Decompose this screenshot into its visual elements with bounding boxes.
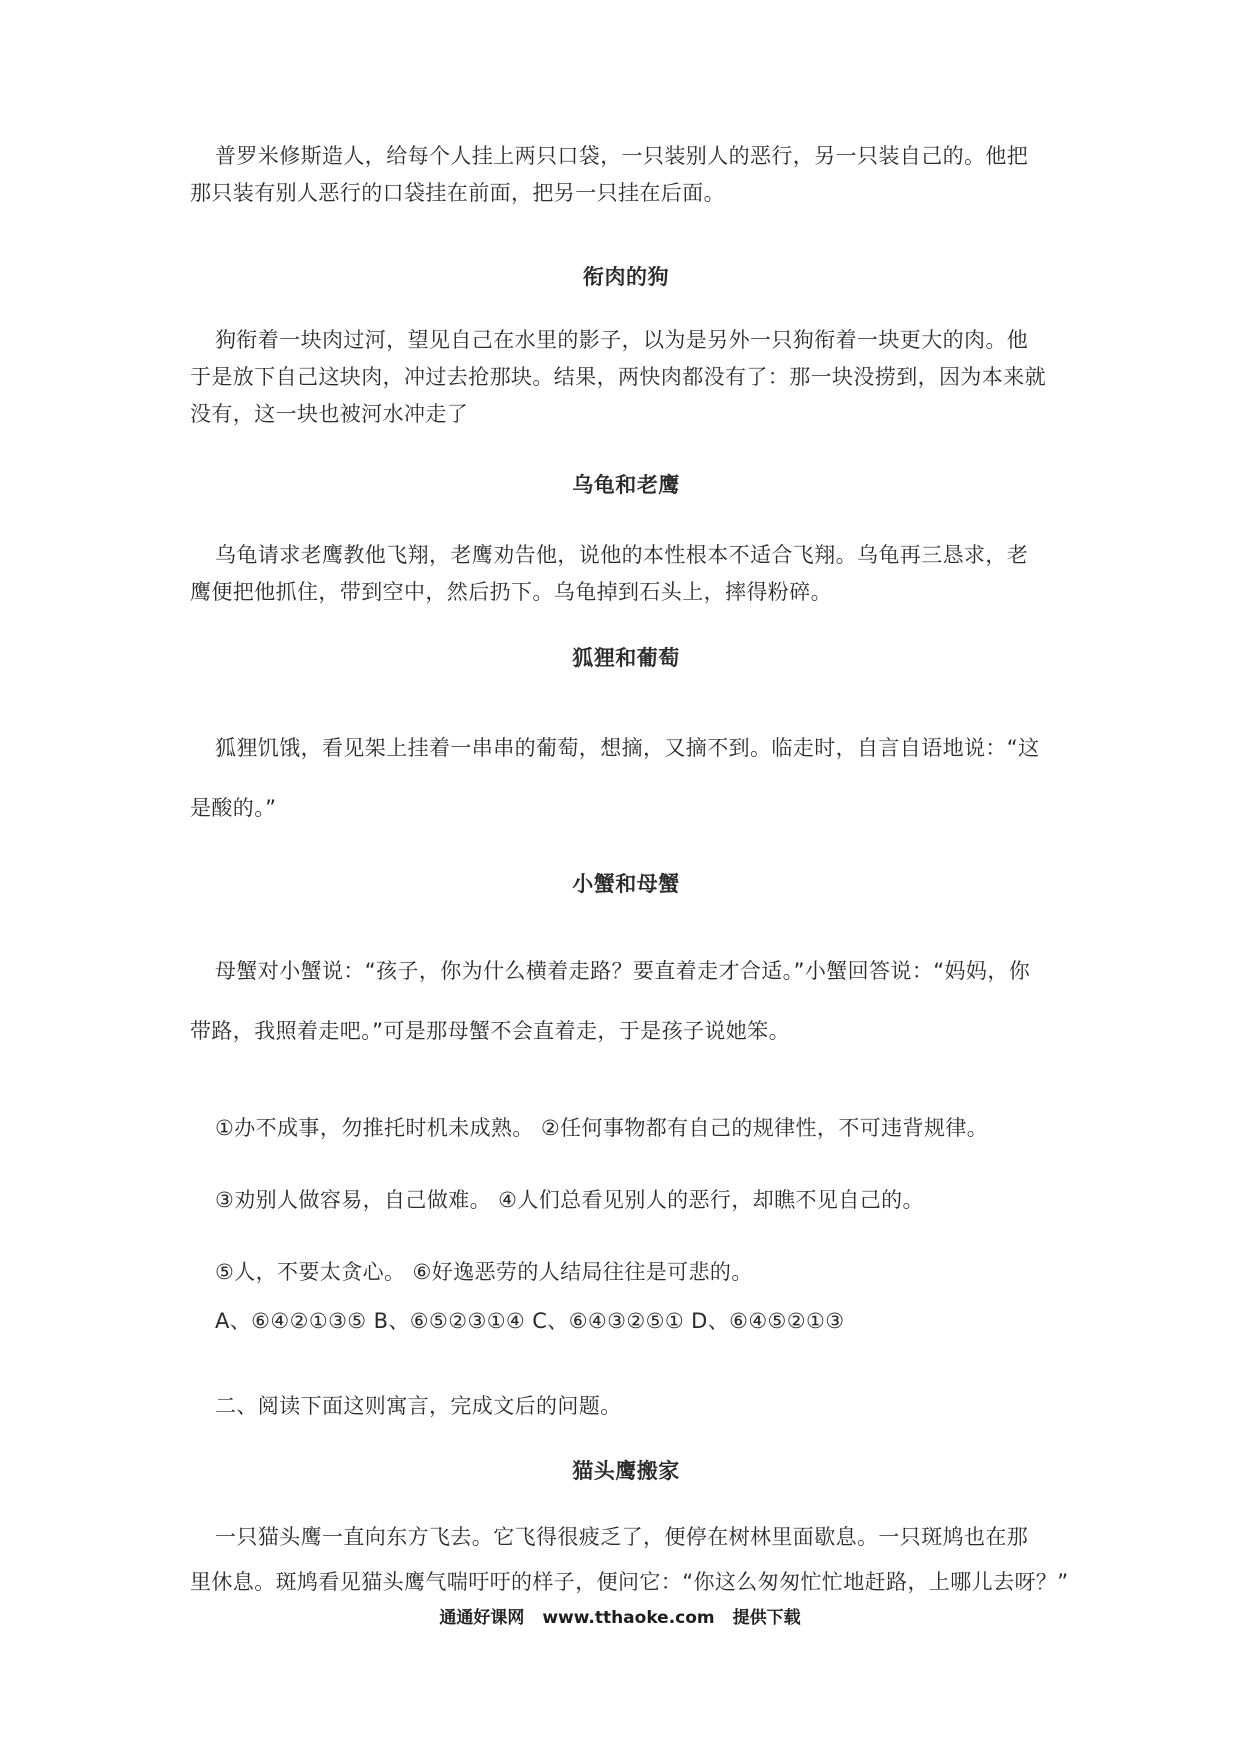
moral-line: ⑤人，不要太贪心。 ⑥好逸恶劳的人结局往往是可悲的。 bbox=[215, 1260, 753, 1284]
fable-title-fox: 狐狸和葡萄 bbox=[572, 646, 680, 670]
fable-paragraph-owl bbox=[190, 1515, 1069, 1605]
text-line: 一只猫头鹰一直向东方飞去。它飞得很疲乏了，便停在树林里面歇息。一只斑鸠也在那 bbox=[215, 1525, 1029, 1549]
fable-title-crab: 小蟹和母蟹 bbox=[572, 872, 680, 896]
text-line: 母蟹对小蟹说：“孩子，你为什么横着走路？要直着走才合适。”小蟹回答说：“妈妈，你 bbox=[215, 959, 1031, 983]
fable-paragraph-crab bbox=[190, 941, 1062, 1061]
answer-options bbox=[190, 1303, 1062, 1340]
moral-line: ③劝别人做容易，自己做难。 ④人们总看见别人的恶行，却瞧不见自己的。 bbox=[215, 1188, 924, 1212]
page-footer bbox=[0, 1606, 1240, 1630]
text-line: 鹰便把他抓住，带到空中，然后扔下。乌龟掉到石头上，摔得粉碎。 bbox=[190, 580, 832, 604]
morals-list bbox=[190, 1092, 1062, 1308]
fable-title-dog: 衔肉的狗 bbox=[583, 265, 669, 289]
text-line: 普罗米修斯造人，给每个人挂上两只口袋，一只装别人的恶行，另一只装自己的。他把 bbox=[215, 144, 1029, 168]
text-line: 没有，这一块也被河水冲走了 bbox=[190, 402, 469, 426]
text-line: 于是放下自己这块肉，冲过去抢那块。结果，两快肉都没有了：那一块没捞到，因为本来就 bbox=[190, 365, 1046, 389]
text-line: 乌龟请求老鹰教他飞翔，老鹰劝告他，说他的本性根本不适合飞翔。乌龟再三恳求，老 bbox=[215, 543, 1029, 567]
fable-paragraph-dog bbox=[190, 322, 1062, 433]
options-line: A、⑥④②①③⑤ B、⑥⑤②③①④ C、⑥④③②⑤① D、⑥④⑤②①③ bbox=[215, 1309, 845, 1333]
text-line: 那只装有别人恶行的口袋挂在前面，把另一只挂在后面。 bbox=[190, 181, 725, 205]
text-line: 狗衔着一块肉过河，望见自己在水里的影子，以为是另外一只狗衔着一块更大的肉。他 bbox=[215, 328, 1029, 352]
text-line: 狐狸饥饿，看见架上挂着一串串的葡萄，想摘，又摘不到。临走时，自言自语地说：“这 bbox=[215, 736, 1040, 760]
footer-site-name: 通通好课网 bbox=[439, 1608, 525, 1628]
fable-paragraph-turtle bbox=[190, 537, 1062, 611]
fable-paragraph-fox bbox=[190, 718, 1062, 838]
text-line: 里休息。斑鸠看见猫头鹰气喘吁吁的样子，便问它：“你这么匆匆忙忙地赶路，上哪儿去呀？” bbox=[190, 1570, 1069, 1594]
footer-url[interactable]: www.tthaoke.com bbox=[542, 1608, 715, 1628]
footer-tagline: 提供下载 bbox=[732, 1608, 801, 1628]
moral-line: ①办不成事，勿推托时机未成熟。 ②任何事物都有自己的规律性，不可违背规律。 bbox=[215, 1116, 989, 1140]
intro-paragraph bbox=[190, 138, 1062, 212]
section-instruction bbox=[190, 1388, 1062, 1425]
text-line: 是酸的。” bbox=[190, 796, 277, 820]
fable-title-turtle: 乌龟和老鹰 bbox=[572, 473, 680, 497]
text-line: 带路，我照着走吧。”可是那母蟹不会直着走，于是孩子说她笨。 bbox=[190, 1019, 790, 1043]
fable-title-owl: 猫头鹰搬家 bbox=[572, 1459, 680, 1483]
instruction-line: 二、阅读下面这则寓言，完成文后的问题。 bbox=[215, 1394, 622, 1418]
